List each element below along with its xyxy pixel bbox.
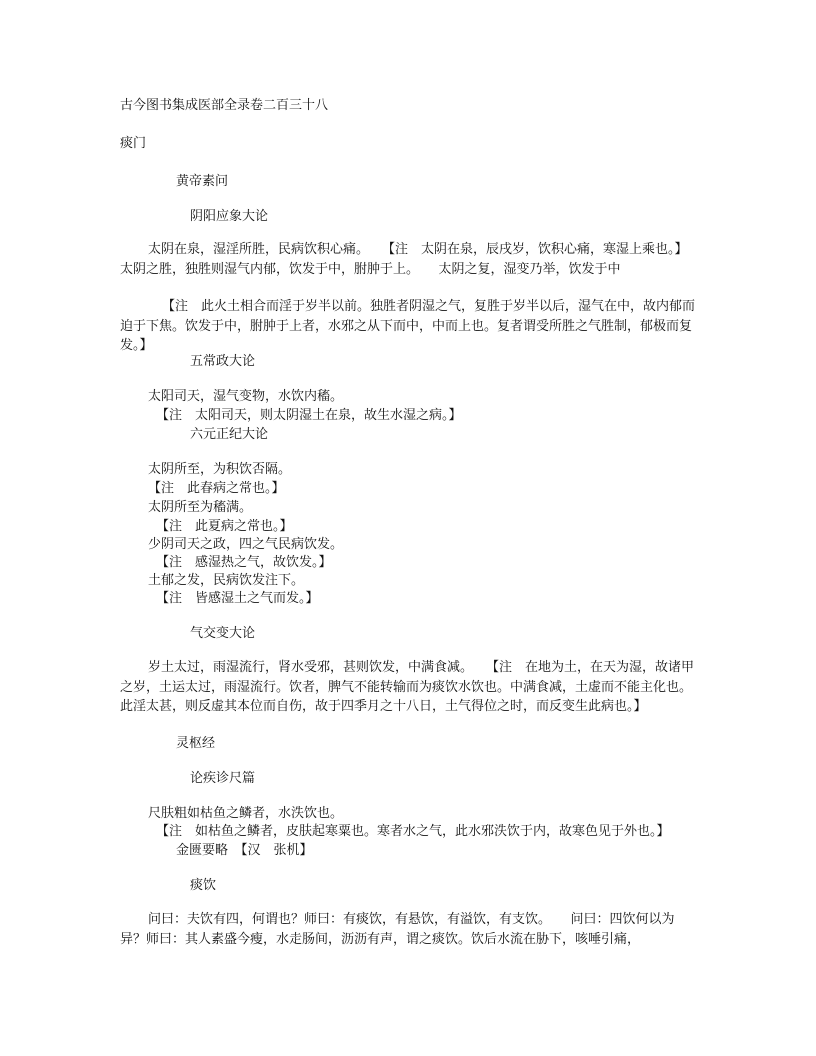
chapter-heading-chizhen: 论疾诊尺篇 (190, 771, 256, 786)
note-kuyu: 【注 如枯鱼之鳞者，皮肤起寒粟也。寒者水之气，此水邪泆饮于内，故寒色见于外也。】 (156, 824, 670, 839)
paragraph-taiyin-note: 【注 此火土相合而淫于岁半以前。独胜者阴湿之气，复胜于岁半以后，湿气在中，故内郁而迫于下焦。饮发于中，胕肿于上者，水邪之从下而中，中而上也。复者谓受所胜之气胜制，郁极而复发。】 (120, 299, 696, 353)
chapter-heading-liuyuan: 六元正纪大论 (190, 427, 269, 442)
note-chun: 【注 此春病之常也。】 (148, 481, 285, 496)
line-chifu: 尺肤粗如枯鱼之鳞者，水泆饮也。 (148, 806, 344, 821)
note-shire: 【注 感湿热之气，故饮发。】 (156, 555, 332, 570)
line-tuyu: 土郁之发，民病饮发注下。 (148, 573, 305, 588)
paragraph-suitu: 岁土太过，雨湿流行，肾水受邪，甚则饮发，中满食减。 【注 在地为土，在天为湿，故诸甲之岁，土运太过，雨湿流行。饮者，脾气不能转输而为痰饮水饮也。中满食减，土虚而不能主化也。此淫太甚，则反虚其本位而自伤，故于四季月之十八日，土气得位之时，而反变生此病也。】 (120, 660, 695, 714)
chapter-heading-yinyang: 阴阳应象大论 (190, 209, 269, 224)
line-jiyin: 太阴所至，为积饮否隔。 (148, 462, 292, 477)
line-shaoyin: 少阴司天之政，四之气民病饮发。 (148, 537, 344, 552)
chapter-heading-qijiao: 气交变大论 (190, 626, 256, 641)
book-heading-lingshu: 灵枢经 (176, 736, 216, 751)
document-title: 古今图书集成医部全录卷二百三十八 (120, 98, 329, 113)
paragraph-siyin: 问曰：夫饮有四，何谓也？师曰：有痰饮，有悬饮，有溢饮，有支饮。 问曰：四饮何以为异？师曰：其人素盛今瘦，水走肠间，沥沥有声，谓之痰饮。饮后水流在胁下，咳唾引痛， (120, 912, 675, 947)
line-taiyang: 太阳司天，湿气变物，水饮内稸。 (148, 389, 344, 404)
note-taiyang: 【注 太阳司天，则太阴湿土在泉，故生水湿之病。】 (156, 408, 462, 423)
note-xia: 【注 此夏病之常也。】 (156, 519, 293, 534)
section-heading: 痰门 (120, 136, 147, 151)
line-xuman: 太阴所至为稸满。 (148, 500, 253, 515)
book-heading-jingui: 金匮要略 【汉 张机】 (176, 843, 313, 858)
chapter-heading-wuchang: 五常政大论 (190, 354, 256, 369)
book-heading-suwen: 黄帝素问 (176, 174, 229, 189)
chapter-heading-tanyin: 痰饮 (190, 878, 217, 893)
paragraph-taiyin: 太阴在泉，湿淫所胜，民病饮积心痛。 【注 太阴在泉，辰戌岁，饮积心痛，寒湿上乘也。】 太阴之胜，独胜则湿气内郁，饮发于中，胕肿于上。 太阴之复，湿变乃举，饮发于中 (120, 242, 708, 277)
note-shitu: 【注 皆感湿土之气而发。】 (156, 591, 319, 606)
